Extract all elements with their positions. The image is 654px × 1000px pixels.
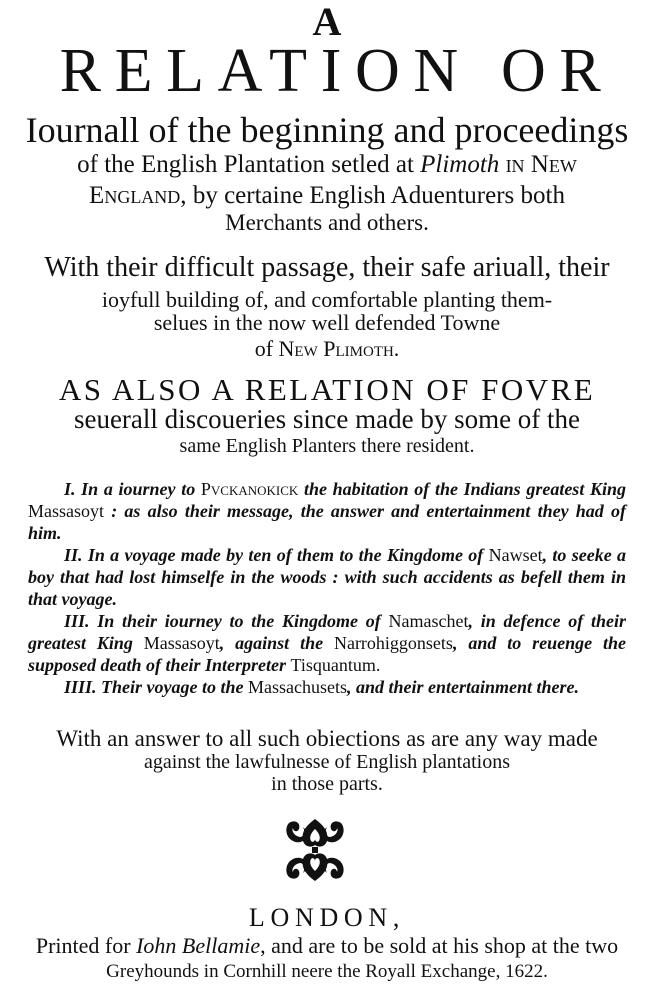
imprint-city: LONDON,	[248, 903, 406, 932]
discovery-text: Their voyage to the	[96, 677, 249, 697]
discovery-text: , and to reuenge the supposed death of their Interpreter	[28, 633, 626, 675]
imprint-printed-pre: Printed for	[35, 933, 137, 958]
new-plimoth-caps: New Plimoth.	[278, 336, 400, 361]
subtitle-line-1: Iournall of the beginning and proceedings	[25, 110, 629, 150]
discovery-text: the habitation of the Indians greatest King	[298, 479, 627, 499]
discovery-text: Massasoyt	[28, 501, 104, 521]
discovery-text: Massachusets	[248, 677, 347, 697]
subtitle-line-3-rest: by certaine English Aduenturers both	[186, 182, 565, 209]
england-caps: England,	[89, 182, 187, 209]
discovery-numeral: I.	[64, 479, 76, 499]
imprint-line-2	[0, 935, 654, 957]
passage-line-4-pre: of	[254, 336, 279, 361]
title-article: A	[312, 0, 342, 44]
discovery-item	[28, 676, 626, 698]
discovery-text: Nawset	[488, 545, 543, 565]
subtitle-line-4: Merchants and others.	[225, 210, 429, 235]
subtitle-line-2	[0, 152, 654, 177]
discovery-text: , in defence of their greatest King	[28, 611, 626, 653]
imprint-line-3: Greyhounds in Cornhill neere the Royall Exchange, 1622.	[106, 961, 548, 982]
answer-line-2: against the lawfulnesse of English plantations	[143, 751, 511, 773]
discovery-text: In their iourney to the Kingdome of	[89, 611, 389, 631]
discoveries-list	[28, 478, 626, 698]
passage-line-4	[0, 338, 654, 360]
discovery-numeral: III.	[64, 611, 90, 631]
fleuron-ornament-icon	[281, 815, 349, 885]
discovery-text: Tisquantum.	[290, 655, 381, 675]
also-heading: AS ALSO A RELATION OF FOVRE	[58, 372, 596, 407]
discovery-item	[28, 610, 626, 676]
discovery-text: , to seeke a boy that had lost himselfe in the woods : with such accidents as befell them in that voyage.	[28, 545, 626, 609]
subtitle-line-2-pre: of the English Plantation setled at	[77, 151, 421, 178]
subtitle-line-3	[0, 183, 654, 208]
discovery-text: In a voyage made by ten of them to the Kingdome of	[82, 545, 489, 565]
passage-line-1: With their difficult passage, their safe ariuall, their	[44, 252, 610, 283]
passage-line-2: ioyfull building of, and comfortable planting them-	[101, 287, 553, 312]
imprint-printer: Iohn Bellamie	[136, 933, 261, 958]
main-title: RELATION OR	[59, 37, 615, 105]
place-plimoth: Plimoth	[420, 151, 500, 178]
discovery-text: Pvckanokick	[200, 479, 299, 499]
also-line-3: same English Planters there resident.	[179, 435, 475, 457]
discovery-text: Namaschet	[388, 611, 469, 631]
discovery-item	[28, 544, 626, 610]
discovery-text: Narrohiggonsets	[333, 633, 453, 653]
imprint-printed-post: , and are to be sold at his shop at the two	[260, 933, 619, 958]
discovery-numeral: IIII.	[64, 677, 97, 697]
passage-line-3: selues in the now well defended Towne	[153, 310, 501, 335]
discovery-text: In a iourney to	[75, 479, 201, 499]
answer-line-1: With an answer to all such obiections as are any way made	[56, 726, 598, 751]
subtitle-line-2-post: in New	[499, 151, 577, 178]
discovery-text: , and their entertainment there.	[347, 677, 580, 697]
also-line-2: seuerall discoueries since made by some of the	[73, 404, 581, 434]
discovery-numeral: II.	[64, 545, 83, 565]
discovery-text: Massasoyt	[143, 633, 220, 653]
discovery-text: : as also their message, the answer and entertainment they had of him.	[28, 501, 626, 543]
discovery-item	[28, 478, 626, 544]
answer-line-3: in those parts.	[271, 773, 383, 795]
discovery-text: , against the	[219, 633, 334, 653]
